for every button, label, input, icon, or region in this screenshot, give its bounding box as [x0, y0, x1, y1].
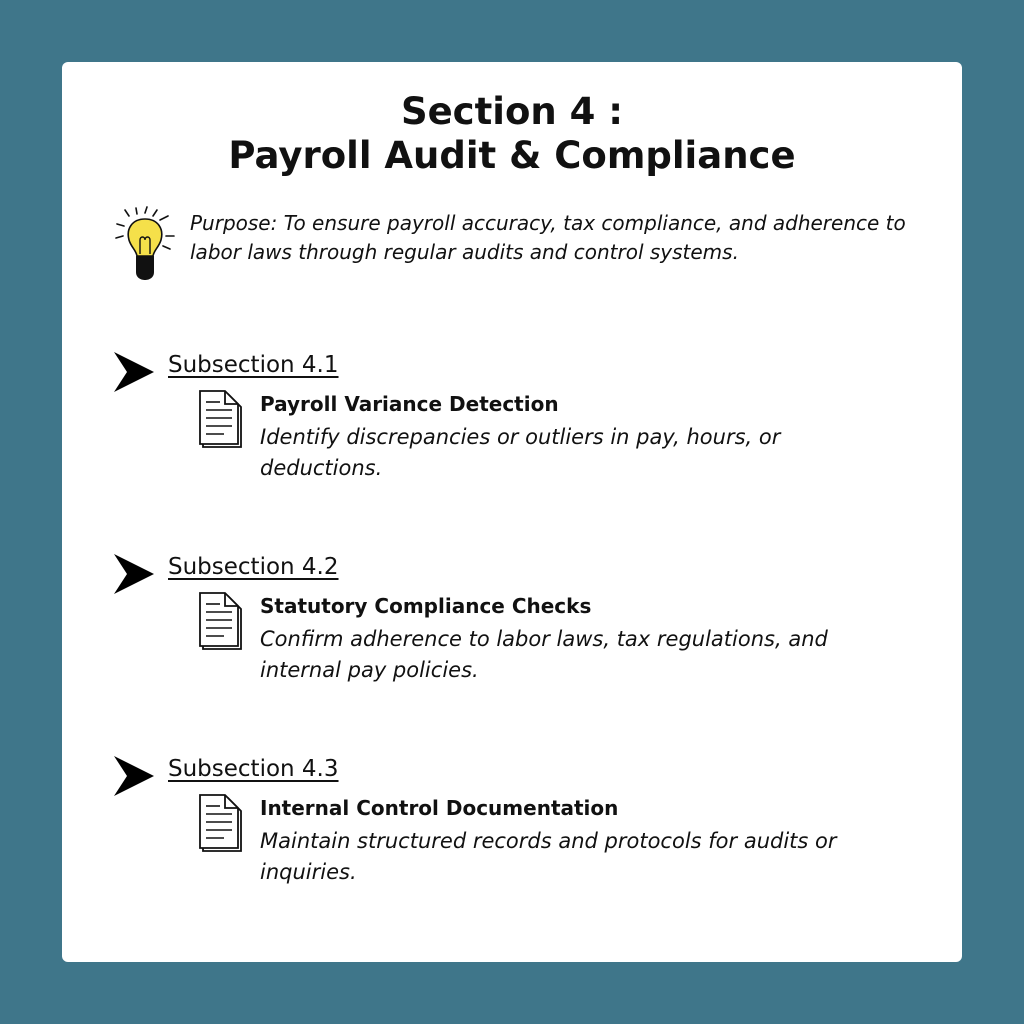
subsection-4-1	[112, 350, 912, 510]
item-description: Identify discrepancies or outliers in pay, hours, or deductions.	[260, 425, 781, 480]
item-description: Confirm adherence to labor laws, tax regulations, and internal pay policies.	[260, 627, 828, 682]
arrow-icon	[112, 552, 154, 596]
purpose-text: Purpose: To ensure payroll accuracy, tax compliance, and adherence to labor laws through regular audits and control systems.	[190, 211, 906, 264]
title-line-1: Section 4 :	[400, 90, 624, 133]
item-title: Payroll Variance Detection	[260, 392, 559, 416]
document-icon	[198, 792, 244, 854]
page-title	[62, 90, 962, 178]
subsection-label: Subsection 4.2	[168, 554, 339, 580]
subsection-label: Subsection 4.3	[168, 756, 339, 782]
subsection-label: Subsection 4.1	[168, 352, 339, 378]
content-card	[62, 62, 962, 962]
item-description: Maintain structured records and protocols for audits or inquiries.	[260, 829, 837, 884]
subsection-4-2	[112, 552, 912, 712]
document-icon	[198, 388, 244, 450]
document-icon	[198, 590, 244, 652]
arrow-icon	[112, 350, 154, 394]
lightbulb-icon	[112, 206, 182, 286]
subsection-4-3	[112, 754, 912, 914]
title-line-2: Payroll Audit & Compliance	[228, 134, 796, 177]
item-title: Statutory Compliance Checks	[260, 594, 592, 618]
item-title: Internal Control Documentation	[260, 796, 619, 820]
arrow-icon	[112, 754, 154, 798]
